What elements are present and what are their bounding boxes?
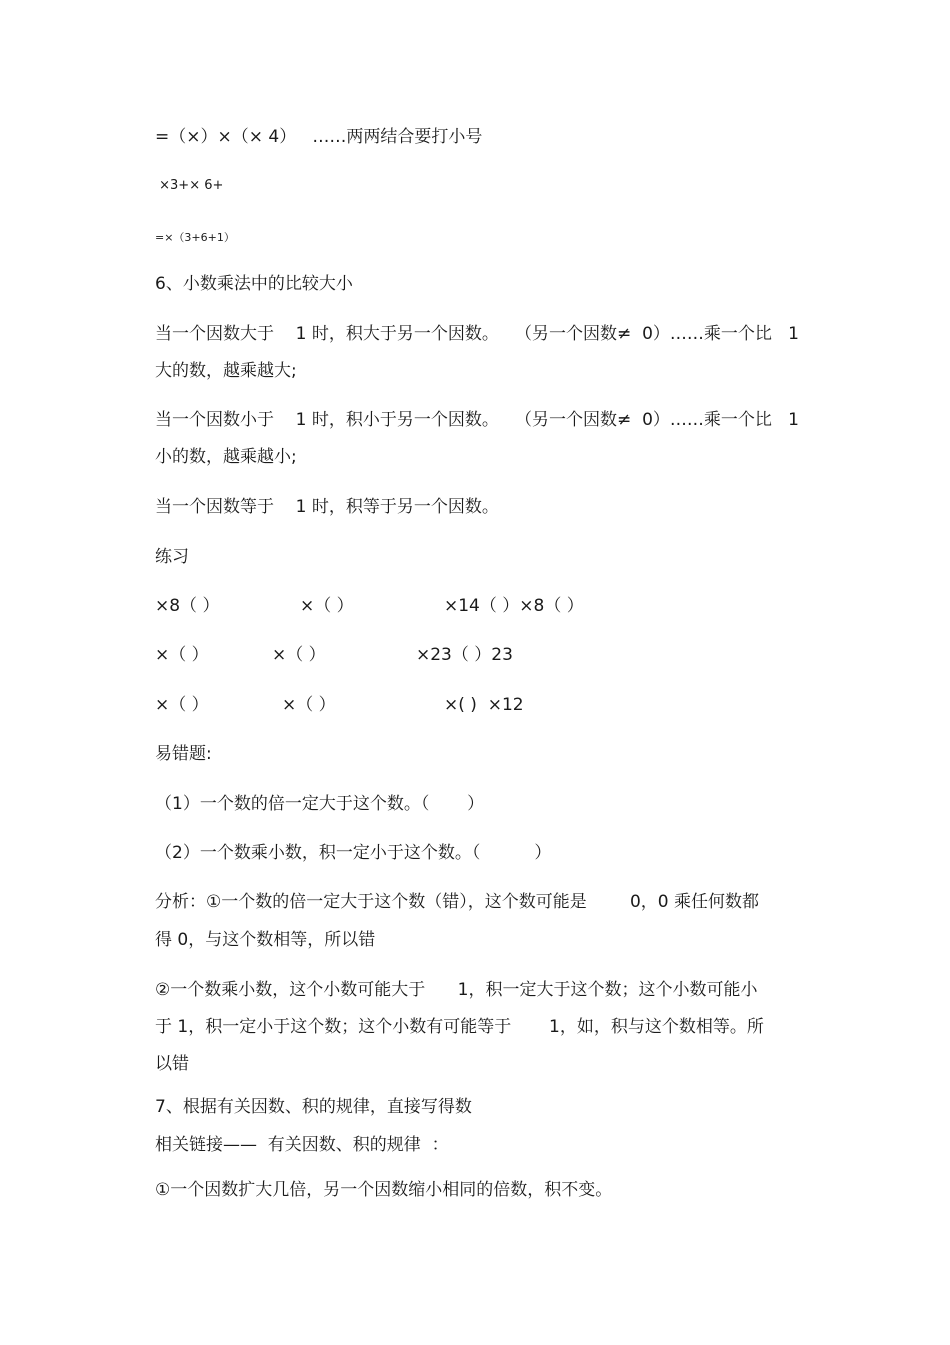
error-prone-heading: 易错题: (155, 744, 212, 764)
section-heading-7: 7、根据有关因数、积的规律，直接写得数 (155, 1097, 472, 1117)
exercise-r1-c3: ×14（ ）×8（ ） (444, 596, 584, 616)
exercise-r2-c3: ×23（ ）23 (416, 645, 513, 665)
rule-greater-line-2: 大的数，越乘越大; (155, 361, 297, 381)
equation-line-3: =×（3+6+1） (155, 231, 235, 244)
exercise-r3-c3: ×( ) ×12 (444, 695, 524, 715)
related-link-heading: 相关链接—— 有关因数、积的规律 ： (155, 1135, 449, 1155)
equation-line-1: =（×）×（× 4） ……两两结合要打小号 (155, 127, 483, 147)
error-question-1: （1）一个数的倍一定大于这个数。（ ） (155, 794, 485, 814)
exercise-r3-c2: ×（ ） (282, 695, 336, 715)
analysis-line-5: 以错 (155, 1054, 189, 1074)
error-question-2: （2）一个数乘小数，积一定小于这个数。（ ） (155, 843, 552, 863)
exercise-r3-c1: ×（ ） (155, 695, 209, 715)
exercise-r2-c2: ×（ ） (272, 645, 326, 665)
analysis-line-2: 得 0，与这个数相等，所以错 (155, 930, 376, 950)
rule-greater-line-1: 当一个因数大于 1 时，积大于另一个因数。 （另一个因数≠ 0）……乘一个比 1 (155, 324, 799, 344)
analysis-line-4: 于 1，积一定小于这个数；这个小数有可能等于 1，如，积与这个数相等。所 (155, 1017, 764, 1037)
analysis-line-3: ②一个数乘小数，这个小数可能大于 1，积一定大于这个数；这个小数可能小 (155, 980, 758, 1000)
rule-product-unchanged: ①一个因数扩大几倍，另一个因数缩小相同的倍数，积不变。 (155, 1180, 613, 1200)
analysis-line-1: 分析：①一个数的倍一定大于这个数（错），这个数可能是 0，0 乘任何数都 (155, 892, 760, 912)
section-heading-6: 6、小数乘法中的比较大小 (155, 274, 353, 294)
rule-less-line-2: 小的数，越乘越小; (155, 447, 297, 467)
rule-equal-line: 当一个因数等于 1 时，积等于另一个因数。 (155, 497, 499, 517)
practice-heading: 练习 (155, 547, 189, 567)
rule-less-line-1: 当一个因数小于 1 时，积小于另一个因数。 （另一个因数≠ 0）……乘一个比 1 (155, 410, 799, 430)
equation-line-2: ×3+× 6+ (155, 178, 224, 193)
exercise-r2-c1: ×（ ） (155, 645, 209, 665)
exercise-r1-c2: ×（ ） (300, 596, 354, 616)
exercise-r1-c1: ×8（ ） (155, 596, 220, 616)
